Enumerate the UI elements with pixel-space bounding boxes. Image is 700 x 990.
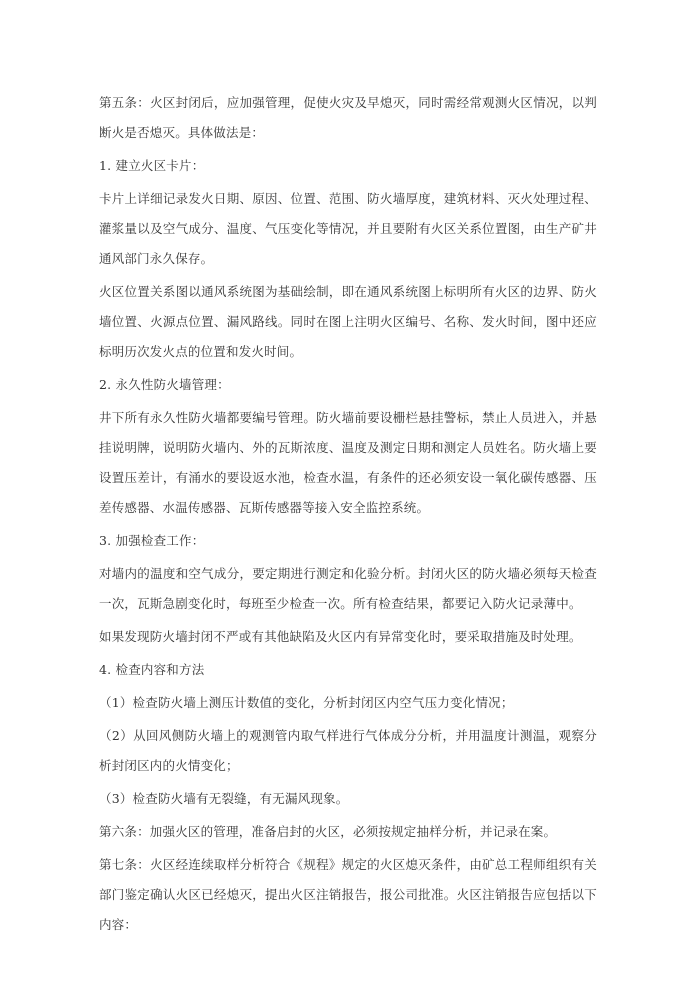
paragraph-firewall-management: 井下所有永久性防火墙都要编号管理。防火墙前要设栅栏悬挂警标，禁止人员进入，并悬挂说明牌，说明防火墙内、外的瓦斯浓度、温度及测定日期和测定人员姓名。防火墙上要设置压差计，有涌水的要设返水池，检查水温，有条件的还必须安设一氧化碳传感器、压差传感器、水温传感器、瓦斯传感器等接入安全监控系统。 bbox=[99, 410, 597, 515]
paragraph-method-3: （3）检查防火墙有无裂缝，有无漏风现象。 bbox=[99, 791, 349, 806]
paragraph-fire-card-details: 卡片上详细记录发火日期、原因、位置、范围、防火墙厚度，建筑材料、灭火处理过程、灌浆量以及空气成分、温度、气压变化等情况，并且要附有火区关系位置图，由生产矿井通风部门永久保存。 bbox=[99, 191, 597, 266]
paragraph-defect-handling: 如果发现防火墙封闭不严或有其他缺陷及火区内有异常变化时，要采取措施及时处理。 bbox=[99, 629, 582, 644]
paragraph-method-1: （1）检查防火墙上测压计数值的变化，分析封闭区内空气压力变化情况； bbox=[99, 695, 514, 710]
paragraph-item-3-heading: 3. 加强检查工作： bbox=[99, 533, 205, 548]
paragraph-item-4-heading: 4. 检查内容和方法 bbox=[99, 662, 205, 677]
paragraph-article-7: 第七条：火区经连续取样分析符合《规程》规定的火区熄灭条件，由矿总工程师组织有关部门鉴定确认火区已经熄灭，提出火区注销报告，报公司批准。火区注销报告应包括以下内容： bbox=[99, 857, 597, 932]
paragraph-method-2: （2）从回风侧防火墙上的观测管内取气样进行气体成分分析，并用温度计测温，观察分析封闭区内的火情变化； bbox=[99, 728, 597, 773]
paragraph-article-5: 第五条：火区封闭后，应加强管理，促使火灾及早熄灭，同时需经常观测火区情况，以判断火是否熄灭。具体做法是： bbox=[99, 95, 597, 140]
paragraph-fire-location-map: 火区位置关系图以通风系统图为基础绘制，即在通风系统图上标明所有火区的边界、防火墙位置、火源点位置、漏风路线。同时在图上注明火区编号、名称、发火时间，图中还应标明历次发火点的位置和发火时间。 bbox=[99, 284, 597, 359]
paragraph-inspection-frequency: 对墙内的温度和空气成分，要定期进行测定和化验分析。封闭火区的防火墙必须每天检查一次，瓦斯急剧变化时，每班至少检查一次。所有检查结果，都要记入防火记录薄中。 bbox=[99, 566, 597, 611]
paragraph-article-6: 第六条：加强火区的管理，准备启封的火区，必须按规定抽样分析，并记录在案。 bbox=[99, 824, 557, 839]
document-body bbox=[99, 88, 597, 940]
paragraph-item-2-heading: 2. 永久性防火墙管理： bbox=[99, 377, 230, 392]
paragraph-item-1-heading: 1. 建立火区卡片： bbox=[99, 158, 205, 173]
